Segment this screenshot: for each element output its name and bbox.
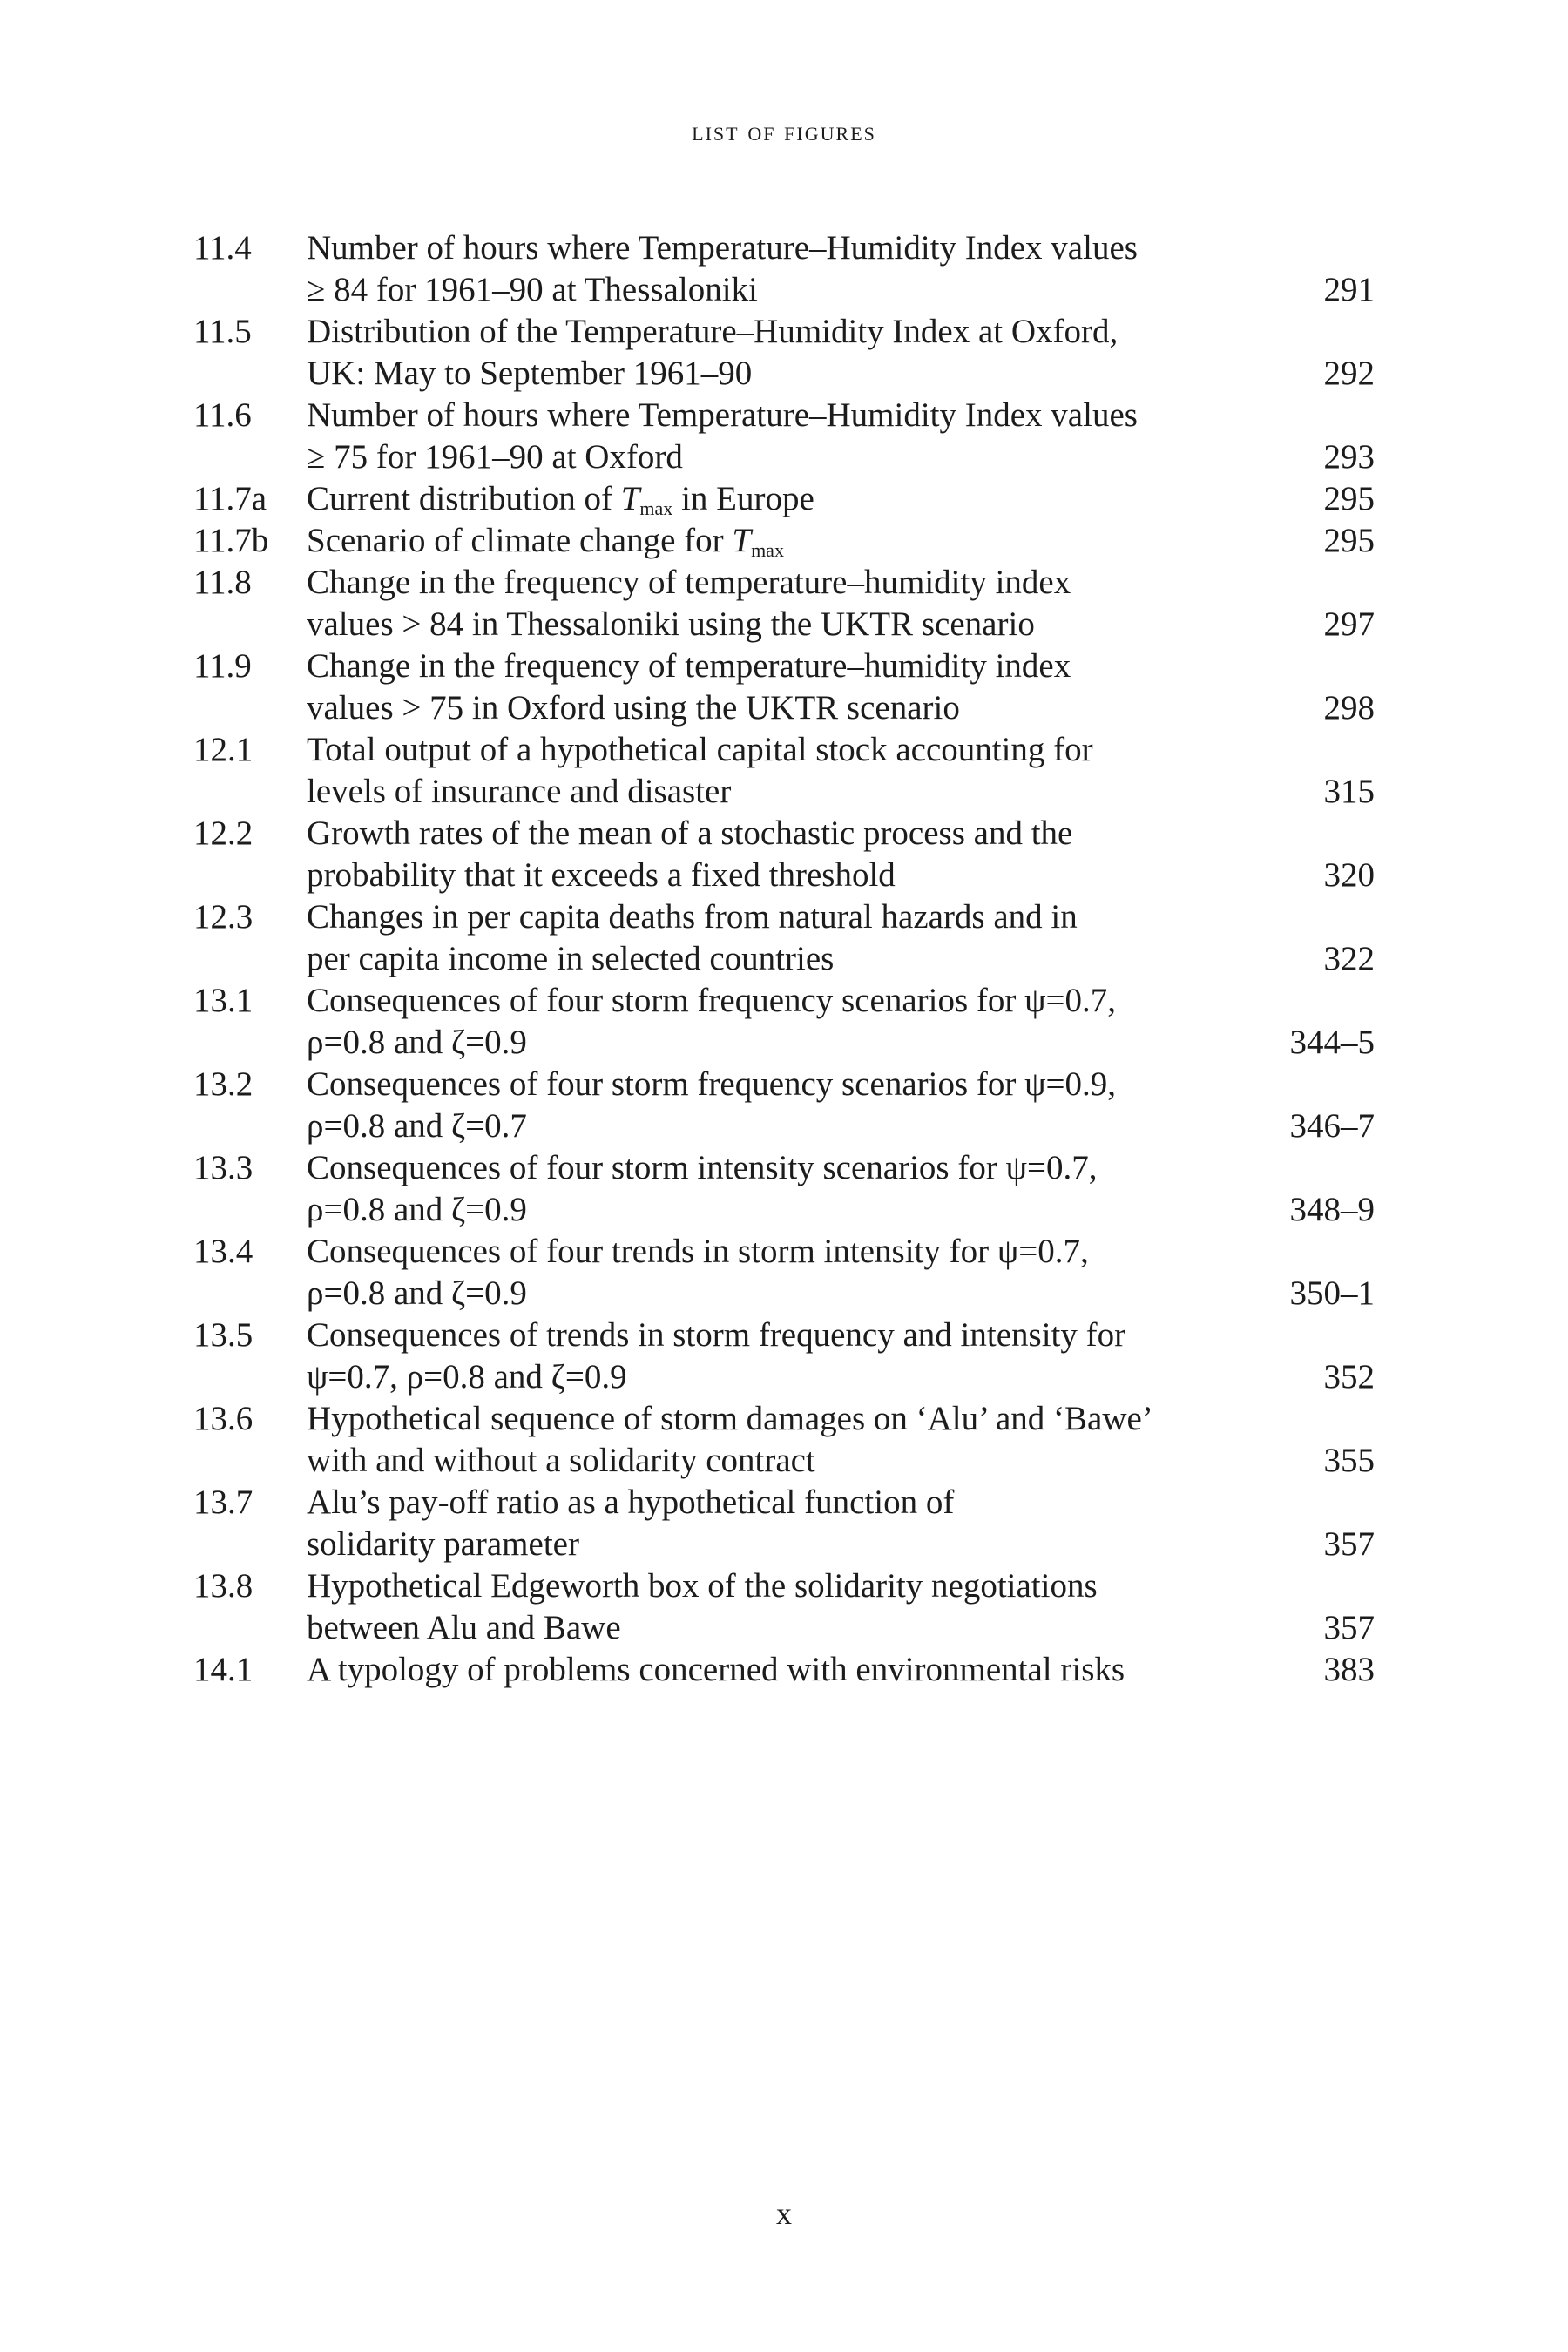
figure-caption-text: ψ=0.7, ρ=0.8 and ζ=0.9 (307, 1358, 627, 1396)
figure-caption-text: ≥ 75 for 1961–90 at Oxford (307, 438, 683, 476)
figure-caption-text: between Alu and Bawe (307, 1609, 621, 1646)
figure-entry (193, 896, 1375, 980)
figure-caption-text: A typology of problems concerned with environmental risks (307, 1651, 1125, 1688)
figure-caption-text: values > 75 in Oxford using the UKTR scenario (307, 689, 960, 727)
figure-caption-text: Number of hours where Temperature–Humidity Index values (307, 229, 1138, 267)
figure-page-number: 295 (1323, 480, 1375, 517)
caption-text-before: Scenario of climate change for (307, 522, 733, 559)
figure-number: 11.4 (193, 229, 252, 267)
figure-entry-line (193, 604, 1375, 645)
figure-caption-text: Changes in per capita deaths from natural hazards and in (307, 898, 1078, 936)
figure-entry (193, 645, 1375, 729)
figure-caption-text: ρ=0.8 and ζ=0.9 (307, 1191, 527, 1228)
figure-page-number: 348–9 (1289, 1191, 1375, 1228)
figure-caption-text: Alu’s pay-off ratio as a hypothetical function of (307, 1484, 955, 1521)
figure-caption-text: with and without a solidarity contract (307, 1442, 815, 1479)
figure-caption-text: ≥ 84 for 1961–90 at Thessaloniki (307, 271, 758, 308)
figure-entry (193, 1147, 1375, 1231)
figure-number: 11.9 (193, 647, 252, 685)
figure-caption-text: Total output of a hypothetical capital stock accounting for (307, 731, 1093, 768)
figure-entry-line (193, 855, 1375, 896)
figure-page-number: 344–5 (1289, 1024, 1375, 1061)
figure-entry (193, 1064, 1375, 1147)
figure-entry-line (193, 1189, 1375, 1231)
figure-caption-text: Consequences of four storm frequency scenarios for ψ=0.9, (307, 1065, 1117, 1103)
figure-entry (193, 1482, 1375, 1565)
figure-number: 13.7 (193, 1484, 253, 1521)
figure-entry-line (193, 813, 1375, 855)
figure-number: 11.7b (193, 522, 269, 559)
figure-entry-line (193, 520, 1375, 562)
figure-caption-text: ρ=0.8 and ζ=0.9 (307, 1274, 527, 1312)
figure-caption-text: per capita income in selected countries (307, 940, 835, 977)
figure-caption-text: Consequences of four storm frequency scenarios for ψ=0.7, (307, 982, 1117, 1019)
figure-entry (193, 311, 1375, 395)
figure-entry-line (193, 645, 1375, 687)
figure-entry-line (193, 1482, 1375, 1524)
figure-number: 13.4 (193, 1233, 253, 1270)
figure-caption-text: Consequences of four trends in storm intensity for ψ=0.7, (307, 1233, 1089, 1270)
figure-number: 12.2 (193, 814, 253, 852)
figure-entry-line (193, 1398, 1375, 1440)
figure-entry (193, 1231, 1375, 1315)
figure-entry-line (193, 1524, 1375, 1565)
figure-caption-text: Number of hours where Temperature–Humidity Index values (307, 396, 1138, 434)
figure-entry-line (193, 1064, 1375, 1105)
figure-entry-line (193, 980, 1375, 1022)
figure-page-number: 350–1 (1289, 1274, 1375, 1312)
figure-entry-line (193, 478, 1375, 520)
figure-number: 11.7a (193, 480, 267, 517)
figure-page-number: 292 (1323, 355, 1375, 392)
caption-text-after: in Europe (672, 480, 814, 517)
figure-entry-line (193, 938, 1375, 980)
figure-page-number: 352 (1323, 1358, 1375, 1396)
figure-caption-text: Consequences of four storm intensity scenarios for ψ=0.7, (307, 1149, 1098, 1186)
figure-entry-line (193, 1565, 1375, 1607)
figure-page-number: 355 (1323, 1442, 1375, 1479)
figure-entry (193, 1649, 1375, 1691)
figure-entry (193, 729, 1375, 813)
figure-page-number: 322 (1323, 940, 1375, 977)
caption-text-before: Current distribution of (307, 480, 621, 517)
figure-entry-line (193, 1231, 1375, 1273)
math-subscript: max (751, 539, 784, 561)
figure-entry-line (193, 687, 1375, 729)
figure-page-number: 293 (1323, 438, 1375, 476)
figure-entry-line (193, 1649, 1375, 1691)
figure-caption-text: Hypothetical sequence of storm damages on ‘Alu’ and ‘Bawe’ (307, 1400, 1153, 1437)
figure-caption-text: UK: May to September 1961–90 (307, 355, 753, 392)
figure-entry-line (193, 1147, 1375, 1189)
figure-entry-line (193, 353, 1375, 395)
figure-number: 13.6 (193, 1400, 253, 1437)
math-symbol: T (732, 522, 752, 559)
figure-entry (193, 520, 1375, 562)
figure-entry-line (193, 896, 1375, 938)
figure-entry (193, 1565, 1375, 1649)
figure-caption-text: Consequences of trends in storm frequency and intensity for (307, 1316, 1126, 1354)
figure-entry-line (193, 269, 1375, 311)
figure-entry (193, 1315, 1375, 1398)
figure-entry-line (193, 562, 1375, 604)
figure-entry (193, 1398, 1375, 1482)
figure-page-number: 298 (1323, 689, 1375, 727)
figure-page-number: 320 (1323, 856, 1375, 894)
figure-page-number: 357 (1323, 1609, 1375, 1646)
figure-caption-text: probability that it exceeds a fixed threshold (307, 856, 896, 894)
figure-caption-text: Change in the frequency of temperature–humidity index (307, 564, 1071, 601)
figure-number: 13.2 (193, 1065, 253, 1103)
figure-number: 11.8 (193, 564, 252, 601)
figure-entry-line (193, 227, 1375, 269)
figure-page-number: 346–7 (1289, 1107, 1375, 1145)
figure-caption-text: Hypothetical Edgeworth box of the solidarity negotiations (307, 1567, 1098, 1605)
figure-number: 11.6 (193, 396, 252, 434)
figure-entry-line (193, 1315, 1375, 1356)
figure-entry (193, 395, 1375, 478)
figure-list (193, 227, 1375, 1691)
figure-page-number: 315 (1323, 773, 1375, 810)
figure-caption-text: solidarity parameter (307, 1525, 579, 1563)
figure-caption-text: Change in the frequency of temperature–humidity index (307, 647, 1071, 685)
figure-page-number: 357 (1323, 1525, 1375, 1563)
math-subscript: max (639, 497, 673, 519)
figure-entry-line (193, 436, 1375, 478)
figure-entry-line (193, 1022, 1375, 1064)
figure-entry-line (193, 1440, 1375, 1482)
figure-number: 14.1 (193, 1651, 253, 1688)
figure-number: 11.5 (193, 313, 252, 350)
figure-entry (193, 980, 1375, 1064)
running-head: list of figures (692, 116, 876, 146)
figure-page-number: 291 (1323, 271, 1375, 308)
figure-number: 12.1 (193, 731, 253, 768)
figure-caption-text: Distribution of the Temperature–Humidity Index at Oxford, (307, 313, 1119, 350)
figure-page-number: 383 (1323, 1651, 1375, 1688)
figure-entry-line (193, 311, 1375, 353)
figure-number: 12.3 (193, 898, 253, 936)
figure-page-number: 295 (1323, 522, 1375, 559)
figure-entry (193, 478, 1375, 520)
figure-entry-line (193, 729, 1375, 771)
figure-page-number: 297 (1323, 605, 1375, 643)
figure-caption-text: ρ=0.8 and ζ=0.9 (307, 1024, 527, 1061)
figure-entry (193, 227, 1375, 311)
figure-entry-line (193, 1105, 1375, 1147)
figure-entry (193, 562, 1375, 645)
figure-caption-text: ρ=0.8 and ζ=0.7 (307, 1107, 527, 1145)
figure-entry (193, 813, 1375, 896)
figure-caption-text: values > 84 in Thessaloniki using the UKTR scenario (307, 605, 1035, 643)
figure-number: 13.1 (193, 982, 253, 1019)
figure-number: 13.3 (193, 1149, 253, 1186)
figure-entry-line (193, 395, 1375, 436)
figure-number: 13.8 (193, 1567, 253, 1605)
page-number: x (776, 2196, 792, 2231)
math-symbol: T (620, 480, 640, 517)
figure-number: 13.5 (193, 1316, 253, 1354)
figure-entry-line (193, 771, 1375, 813)
figure-caption-text: Growth rates of the mean of a stochastic process and the (307, 814, 1073, 852)
figure-entry-line (193, 1607, 1375, 1649)
figure-entry-line (193, 1273, 1375, 1315)
figure-caption-text: levels of insurance and disaster (307, 773, 732, 810)
figure-entry-line (193, 1356, 1375, 1398)
